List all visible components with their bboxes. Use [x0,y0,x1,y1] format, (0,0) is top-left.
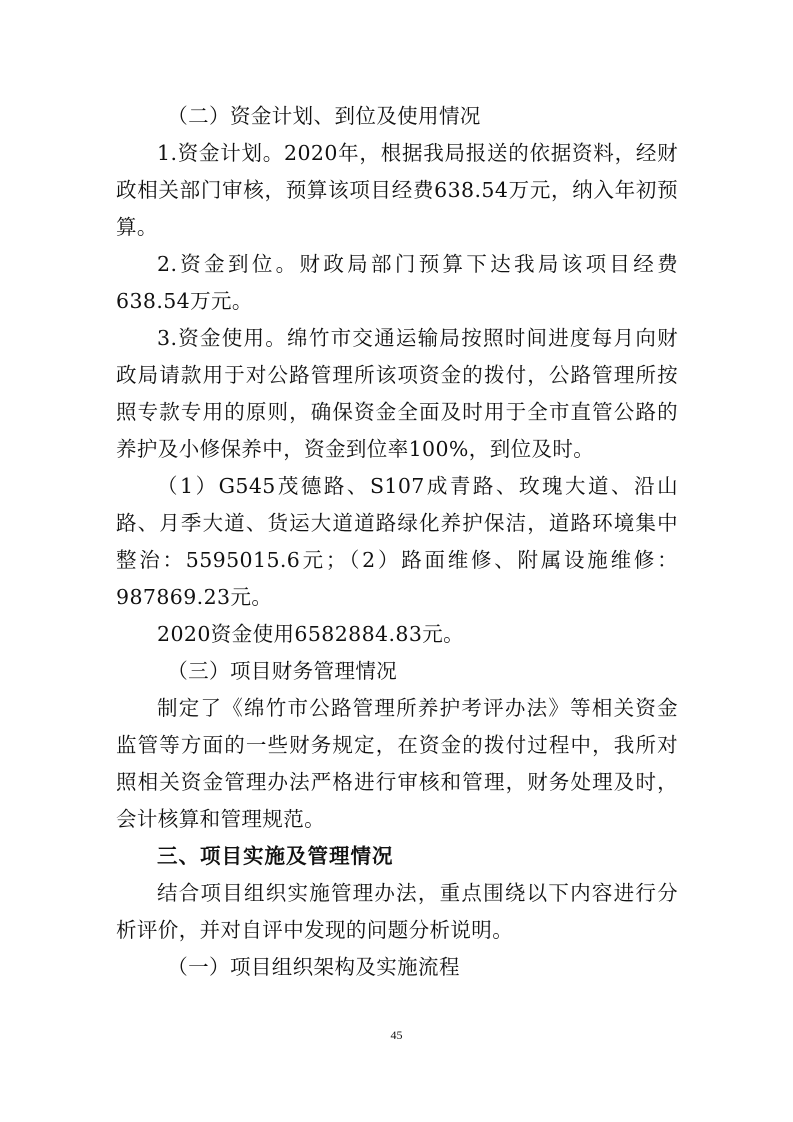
subheading-financial-management: （三）项目财务管理情况 [167,659,398,683]
paragraph-expense-items: （1）G545茂德路、S107成青路、玫瑰大道、沿山路、月季大道、货运大道道路绿化养护保洁，道路环境集中整治：5595015.6元；（2）路面维修、附属设施维修：987869.23元。 [116,474,678,609]
paragraph-total-usage: 2020资金使用6582884.83元。 [157,622,465,646]
document-body [116,98,678,986]
paragraph-financial-management: 制定了《绵竹市公路管理所养护考评办法》等相关资金监管等方面的一些财务规定，在资金的拨付过程中，我所对照相关资金管理办法严格进行审核和管理，财务处理及时，会计核算和管理规范。 [116,696,678,831]
page-number: 45 [390,1028,403,1042]
paragraph-funding-usage: 3.资金使用。绵竹市交通运输局按照时间进度每月向财政局请款用于对公路管理所该项资金的拨付，公路管理所按照专款专用的原则，确保资金全面及时用于全市直管公路的养护及小修保养中，资金到位率100%，到位及时。 [116,326,678,461]
paragraph-funding-plan: 1.资金计划。2020年，根据我局报送的依据资料，经财政相关部门审核，预算该项目经费638.54万元，纳入年初预算。 [116,141,678,239]
paragraph-funding-arrival: 2.资金到位。财政局部门预算下达我局该项目经费638.54万元。 [116,252,678,313]
subheading-funding-plan: （二）资金计划、到位及使用情况 [167,104,481,128]
subheading-organization-structure: （一）项目组织架构及实施流程 [167,955,460,979]
paragraph-implementation-intro: 结合项目组织实施管理办法，重点围绕以下内容进行分析评价，并对自评中发现的问题分析说明。 [116,881,678,942]
section-heading-implementation: 三、项目实施及管理情况 [157,844,394,868]
